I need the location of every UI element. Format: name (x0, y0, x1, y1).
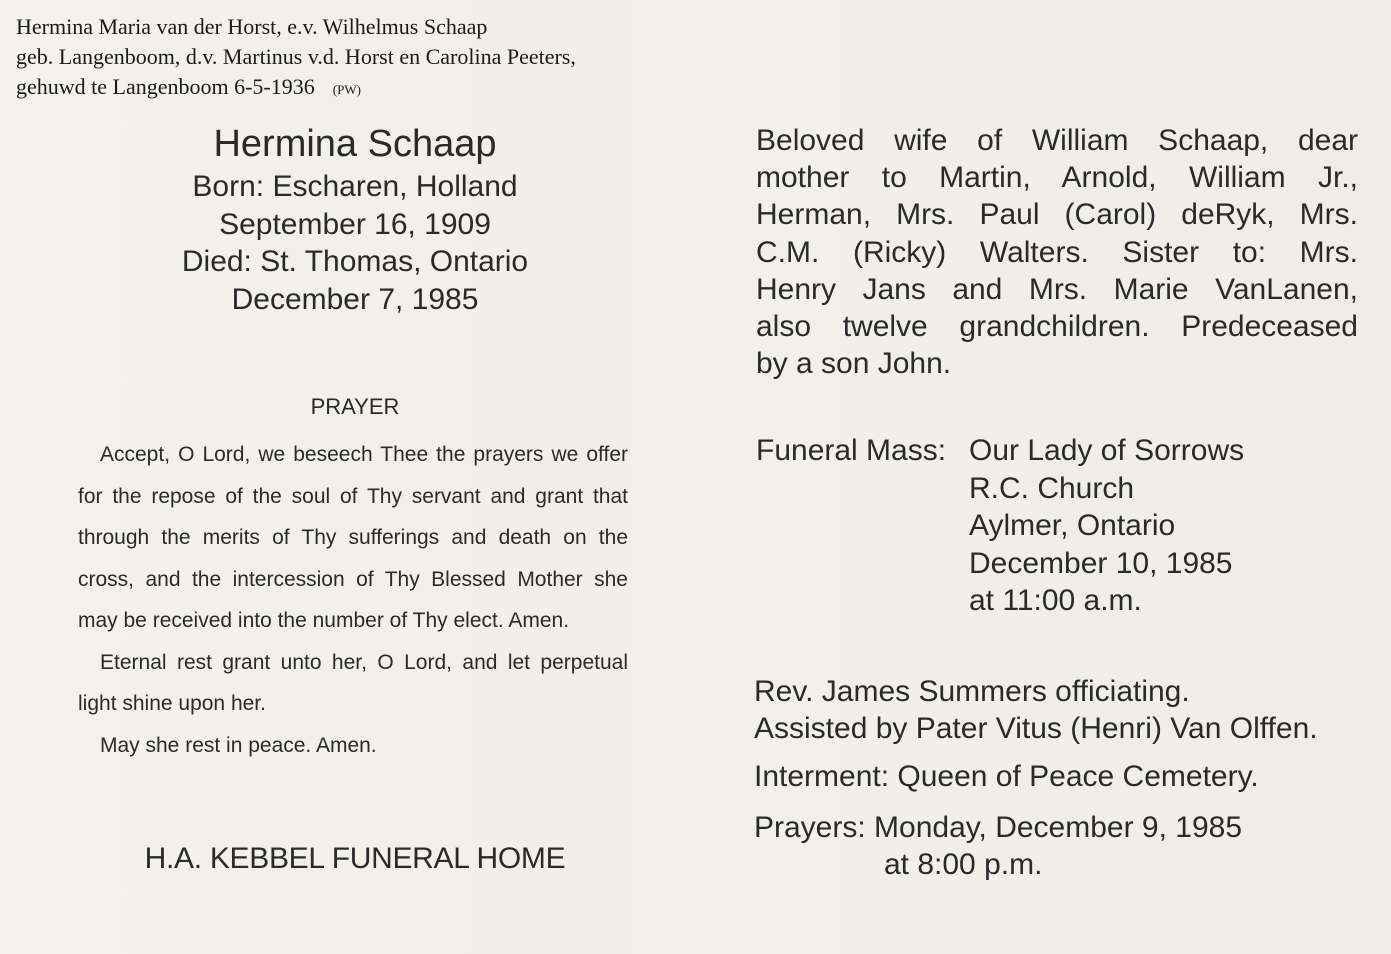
prayer-paragraph-2: Eternal rest grant unto her, O Lord, and let perpetual light shine upon her. (78, 650, 628, 715)
deceased-name: Hermina Schaap (213, 123, 497, 165)
note-line-1: Hermina Maria van der Horst, e.v. Wilhelmus Schaap (16, 14, 488, 39)
prayers-date: Prayers: Monday, December 9, 1985 (754, 811, 1243, 844)
obituary-line: Beloved wife of William Schaap, dear (756, 124, 1358, 157)
obituary-text (756, 122, 1358, 382)
card-header (60, 120, 650, 318)
prayer-paragraph-1: Accept, O Lord, we beseech Thee the prayers we offer for the repose of the soul of Thy servant and grant that through the merits of Thy sufferings and death on the cross, and the intercession of Thy Blessed Mother she may be received into the number of Thy elect. Amen. (78, 443, 628, 632)
prayer-text (78, 434, 628, 766)
genealogy-note (16, 12, 576, 105)
officiant-line-1: Rev. James Summers officiating. (754, 675, 1190, 708)
note-line-3 (16, 72, 576, 105)
obituary-line: Herman, Mrs. Paul (Carol) deRyk, Mrs. (756, 198, 1358, 232)
funeral-home: H.A. KEBBEL FUNERAL HOME (144, 842, 566, 875)
birth-date: September 16, 1909 (219, 207, 491, 241)
birth-place: Born: Escharen, Holland (192, 170, 518, 203)
prayer-title: PRAYER (310, 394, 400, 419)
obituary-line: C.M. (Ricky) Walters. Sister to: Mrs. (756, 235, 1358, 269)
funeral-mass-details (969, 432, 1244, 620)
interment: Interment: Queen of Peace Cemetery. (754, 760, 1259, 793)
death-date: December 7, 1985 (231, 282, 479, 316)
mass-time: at 11:00 a.m. (969, 584, 1142, 617)
prayers-schedule (754, 809, 1356, 883)
mass-church-type: R.C. Church (969, 471, 1135, 505)
obituary-line: also twelve grandchildren. Predeceased (756, 309, 1358, 343)
obituary-line: by a son John. (756, 347, 952, 381)
officiant-line-2: Assisted by Pater Vitus (Henri) Van Olffen. (754, 712, 1318, 745)
death-place: Died: St. Thomas, Ontario (181, 245, 529, 278)
mass-church: Our Lady of Sorrows (969, 434, 1245, 467)
mass-date: December 10, 1985 (969, 546, 1233, 580)
prayer-paragraph-3: May she rest in peace. Amen. (100, 733, 377, 757)
note-line-2: geb. Langenboom, d.v. Martinus v.d. Horst en Carolina Peeters, (16, 44, 576, 69)
obituary-line: mother to Martin, Arnold, William Jr., (756, 161, 1358, 195)
note-line-3-text: gehuwd te Langenboom 6-5-1936 (16, 74, 315, 99)
officiants (754, 673, 1356, 747)
funeral-mass-label: Funeral Mass: (756, 434, 947, 467)
obituary-line: Henry Jans and Mrs. Marie VanLanen, (756, 272, 1358, 306)
prayers-time: at 8:00 p.m. (884, 848, 1043, 881)
mass-place: Aylmer, Ontario (969, 509, 1176, 542)
note-tag: (PW) (332, 82, 361, 97)
